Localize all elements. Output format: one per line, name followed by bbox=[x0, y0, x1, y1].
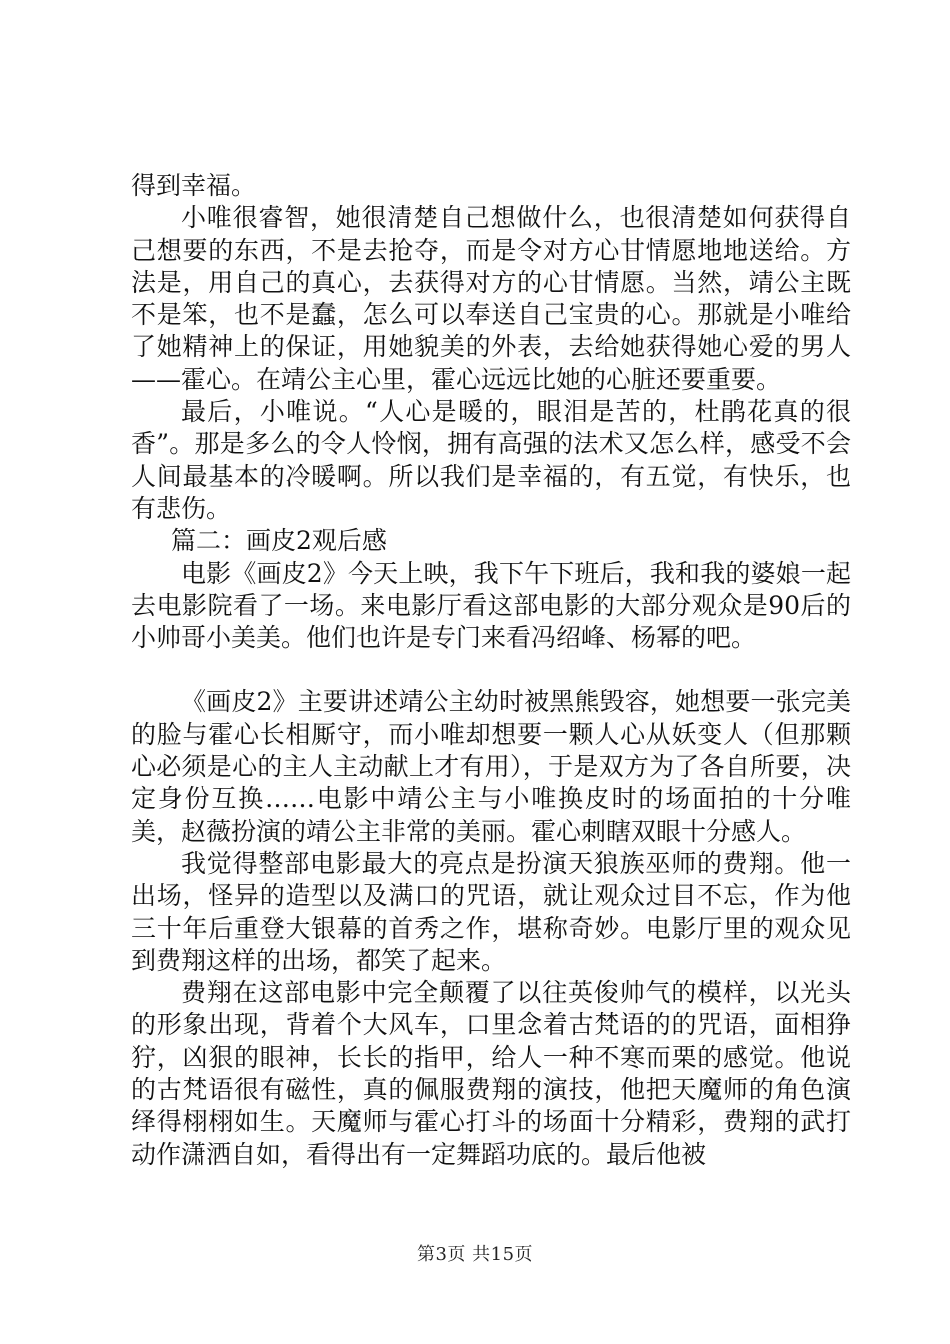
paragraph-1: 得到幸福。 bbox=[131, 171, 257, 200]
paragraph-7: 费翔在这部电影中完全颠覆了以往英俊帅气的模样，以光头的形象出现，背着个大风车，口里念着古梵语的的咒语，面相狰狞，凶狠的眼神，长长的指甲，给人一种不寒而栗的感觉。他说的古梵语很有磁性，真的佩服费翔的演技，他把天魔师的角色演绎得栩栩如生。天魔师与霍心打斗的场面十分精彩，费翔的武打动作潇洒自如，看得出有一定舞蹈功底的。最后他被 bbox=[131, 978, 851, 1169]
paragraph-2: 小唯很睿智，她很清楚自己想做什么，也很清楚如何获得自己想要的东西，不是去抢夺，而是令对方心甘情愿地地送给。方法是，用自己的真心，去获得对方的心甘情愿。当然，靖公主既不是笨，也不是蠢，怎么可以奉送自己宝贵的心。那就是小唯给了她精神上的保证，用她貌美的外表，去给她获得她心爱的男人——霍心。在靖公主心里，霍心远远比她的心脏还要重要。 bbox=[131, 203, 851, 394]
paragraph-4: 电影《画皮2》今天上映，我下午下班后，我和我的婆娘一起去电影院看了一场。来电影厅看这部电影的大部分观众是90后的小帅哥小美美。他们也许是专门来看冯绍峰、杨幂的吧。 bbox=[131, 558, 851, 653]
paragraph-5: 《画皮2》主要讲述靖公主幼时被黑熊毁容，她想要一张完美的脸与霍心长相厮守，而小唯却想要一颗人心从妖变人（但那颗心必须是心的主人主动献上才有用），于是双方为了各自所要，决定身份互换……电影中靖公主与小唯换皮时的场面拍的十分唯美，赵薇扮演的靖公主非常的美丽。霍心刺瞎双眼十分感人。 bbox=[131, 687, 851, 846]
paragraph-3: 最后，小唯说。“人心是暖的，眼泪是苦的，杜鹃花真的很香”。那是多么的令人怜悯，拥有高强的法术又怎么样，感受不会人间最基本的冷暖啊。所以我们是幸福的，有五觉，有快乐，也有悲伤。 bbox=[131, 397, 851, 523]
document-body bbox=[131, 170, 851, 1171]
paragraph-6: 我觉得整部电影最大的亮点是扮演天狼族巫师的费翔。他一出场，怪异的造型以及满口的咒语，就让观众过目不忘，作为他三十年后重登大银幕的首秀之作，堪称奇妙。电影厅里的观众见到费翔这样的出场，都笑了起来。 bbox=[131, 848, 851, 975]
section-heading: 篇二：画皮2观后感 bbox=[171, 526, 387, 556]
page-footer: 第3页 共15页 bbox=[416, 1244, 534, 1265]
paragraph-gap bbox=[131, 654, 851, 686]
